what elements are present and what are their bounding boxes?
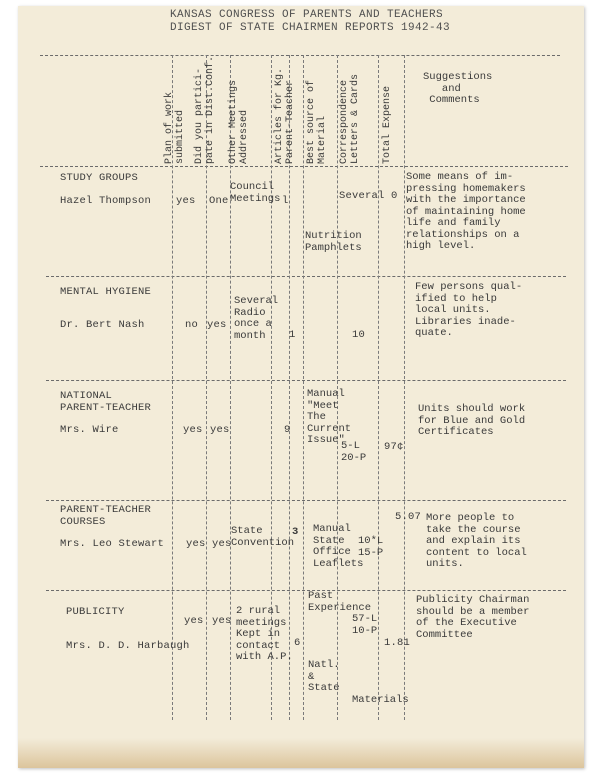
row-other-meetings: 2 rural meetings Kept in contact with A.P. [236, 605, 293, 663]
row-total-expense: 1.81 [384, 637, 411, 649]
row-correspondence: Several [339, 190, 385, 202]
row-comments: Few persons qual- ified to help local units. Libraries inade- quate. [415, 281, 523, 339]
row-total-expense: 5.07 [395, 511, 422, 523]
column-header-best-source: Best source of Material [306, 79, 328, 164]
row-participate: yes [212, 615, 232, 627]
row-divider-3 [46, 500, 566, 501]
row-chairman: Dr. Bert Nash [60, 319, 145, 331]
row-other-meetings: Council Meetings [230, 181, 281, 205]
row-total-expense: 97¢ [384, 441, 404, 453]
row-section: MENTAL HYGIENE [60, 286, 152, 298]
row-section: STUDY GROUPS [60, 172, 139, 184]
row-plan: yes [186, 538, 206, 550]
column-header-participate: Did you partici- pate in Dist.Conf. [194, 55, 216, 164]
row-participate: yes [207, 319, 227, 331]
row-articles: 3 [292, 526, 299, 538]
row-best-source: Past Experience Natl. & State [308, 590, 372, 694]
row-comments: Some means of im- pressing homemakers with the importance of maintaining home life and family relationships on a high level. [406, 171, 526, 252]
row-total-expense: 0 [391, 190, 398, 202]
column-header-total-expense: Total Expense [382, 85, 393, 164]
row-plan: yes [176, 195, 196, 207]
row-chairman: Hazel Thompson [60, 195, 152, 207]
header-bottom-rule [40, 166, 568, 167]
row-plan: yes [183, 424, 203, 436]
row-comments: Units should work for Blue and Gold Certificates [418, 403, 526, 438]
row-other-meetings: State Convention [231, 525, 295, 549]
row-correspondence: 57-L 10-P Materials [352, 613, 409, 706]
column-rule-6 [303, 55, 304, 720]
row-correspondence: 10*L 15-P [358, 535, 384, 559]
document-page [18, 6, 584, 768]
row-articles: 1 [289, 329, 296, 341]
row-correspondence: 5-L 20-P [341, 440, 367, 464]
row-best-source: Manual State Office Leaflets [313, 523, 364, 570]
column-header-correspondence: Correspondence Letters & Cards [339, 73, 361, 164]
column-header-articles: Articles for Kg. Parent-Teacher [274, 67, 296, 164]
document-title-line1: KANSAS CONGRESS OF PARENTS AND TEACHERS [170, 9, 444, 21]
row-participate: yes [210, 424, 230, 436]
row-other-meetings: Several Radio once a month [234, 295, 279, 342]
column-header-suggestions: Suggestions and Comments [423, 71, 493, 106]
row-participate: One [209, 195, 229, 207]
column-header-plan: Plan of work submitted [164, 91, 186, 164]
header-top-rule [40, 55, 560, 56]
row-plan: no [185, 319, 199, 331]
row-best-source: Nutrition Pamphlets [305, 230, 362, 254]
document-title-line2: DIGEST OF STATE CHAIRMEN REPORTS 1942-43 [170, 22, 451, 34]
row-articles: 9 [284, 424, 291, 436]
row-comments: More people to take the course and explain its content to local units. [426, 512, 527, 570]
row-comments: Publicity Chairman should be a member of the Executive Committee [416, 594, 530, 641]
row-chairman: Mrs. Leo Stewart [60, 538, 165, 550]
row-best-source: Manual "Meet The Current Issue" [307, 388, 352, 446]
row-chairman: Mrs. Wire [60, 424, 119, 436]
row-plan: yes [184, 615, 204, 627]
row-divider-2 [46, 380, 566, 381]
row-correspondence: 10 [352, 329, 366, 341]
row-participate: yes [212, 538, 232, 550]
row-section: PUBLICITY [66, 606, 125, 618]
row-articles: l [282, 195, 289, 207]
column-header-other-meetings: Other Meetings Addressed [228, 79, 250, 164]
row-divider-4 [46, 590, 566, 591]
row-section: PARENT-TEACHER COURSES [60, 504, 152, 528]
row-section: NATIONAL PARENT-TEACHER [60, 390, 152, 414]
row-chairman: Mrs. D. D. Harbaugh [66, 640, 190, 652]
row-divider-1 [46, 276, 566, 277]
row-articles: 6 [294, 637, 301, 649]
